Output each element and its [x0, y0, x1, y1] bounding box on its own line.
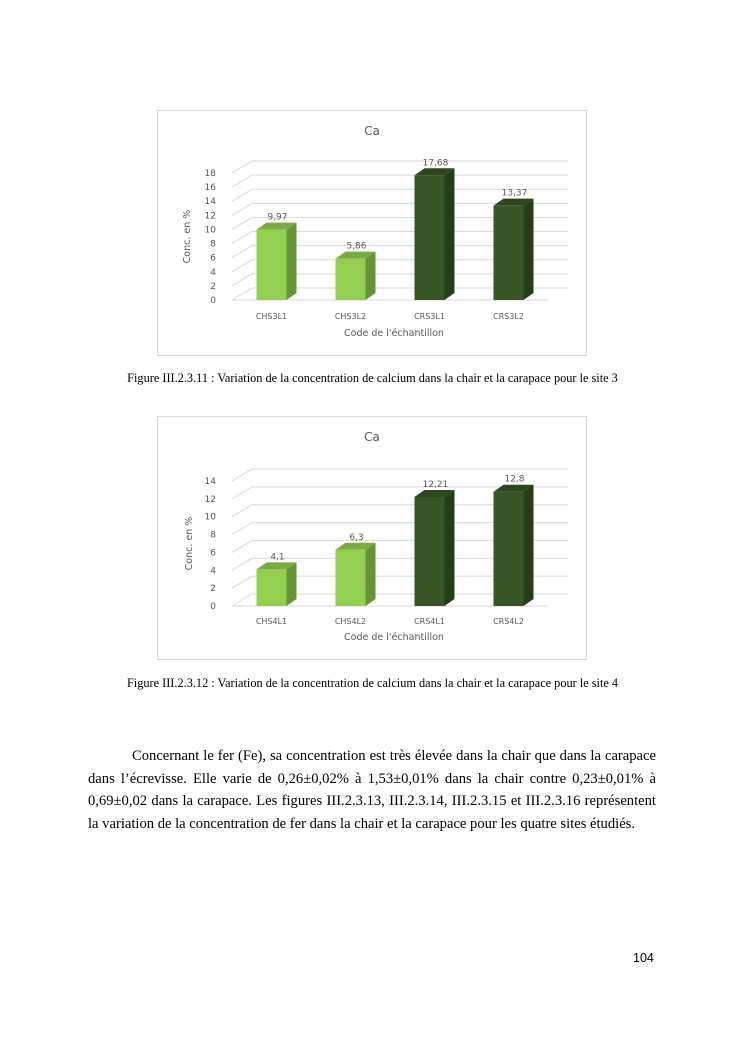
bar-side [287, 223, 297, 300]
data-label: 17,68 [422, 158, 449, 169]
bar [494, 492, 524, 606]
y-tick-label: 2 [210, 281, 216, 292]
bar [494, 206, 524, 300]
figure-caption-1: Figure III.2.3.11 : Variation de la concentration de calcium dans la chair et la carapace pour le site 3 [127, 371, 618, 385]
chart-figure-2 [157, 416, 587, 660]
y-tick-label: 16 [204, 183, 216, 194]
bar [336, 550, 366, 606]
bar-side [445, 168, 455, 300]
x-tick-label: CHS3L2 [334, 312, 367, 321]
x-tick-label: CRS3L2 [493, 312, 524, 321]
y-tick-label: 8 [210, 530, 216, 541]
data-label: 13,37 [501, 188, 528, 199]
data-label: 12,8 [504, 474, 525, 485]
bar [415, 175, 445, 300]
y-tick-label: 10 [204, 225, 216, 236]
gridline [232, 175, 568, 187]
y-tick-label: 18 [204, 169, 216, 179]
y-axis-label: Conc. en % [182, 209, 193, 264]
bar-side [287, 562, 297, 606]
x-tick-label: CHS4L2 [334, 617, 367, 626]
y-tick-label: 4 [210, 566, 216, 577]
y-tick-label: 0 [210, 296, 216, 306]
bar [336, 259, 366, 300]
y-tick-label: 14 [204, 197, 216, 208]
bar-side [445, 490, 455, 606]
y-tick-label: 8 [210, 239, 216, 250]
bar-side [524, 199, 534, 300]
y-tick-label: 0 [210, 602, 216, 612]
x-tick-label: CHS3L1 [255, 312, 288, 321]
x-axis-label: Code de l'échantillon [344, 328, 444, 339]
y-tick-label: 6 [210, 253, 216, 264]
bar [415, 497, 445, 606]
y-tick-label: 6 [210, 548, 216, 559]
data-label: 5,86 [346, 241, 367, 252]
x-tick-label: CRS4L2 [493, 617, 524, 626]
chart-figure-1 [157, 110, 587, 356]
bar [257, 569, 287, 606]
x-tick-label: CHS4L1 [255, 617, 288, 626]
body-paragraph: Concernant le fer (Fe), sa concentration est très élevée dans la chair que dans la carapace dans l’écrevisse. Elle varie de 0,26±0,02% à 1,53±0,01% dans la chair contre 0,23±0,01% à 0,69±0,02 dans la carapace. Les figures III.2.3.13, III.2.3.14, III.2.3.15 et III.2.3.16 représentent la variation de la concentration de fer dans la chair et la carapace pour les quatre sites étudiés. [88, 748, 656, 832]
data-label: 9,97 [267, 212, 288, 223]
y-tick-label: 14 [204, 477, 216, 487]
y-tick-label: 12 [204, 494, 216, 505]
y-tick-label: 4 [210, 267, 216, 278]
data-label: 4,1 [270, 552, 285, 563]
y-tick-label: 2 [210, 584, 216, 595]
bar-side [366, 543, 376, 606]
y-tick-label: 12 [204, 211, 216, 222]
chart-2-svg [158, 417, 586, 659]
chart-title: Ca [364, 430, 380, 444]
x-tick-label: CRS4L1 [414, 617, 445, 626]
chart-1-svg [158, 111, 586, 355]
data-label: 6,3 [349, 532, 364, 543]
y-tick-label: 10 [204, 512, 216, 523]
bar-side [366, 252, 376, 300]
bar-side [524, 485, 534, 606]
gridline [232, 161, 568, 173]
x-axis-label: Code de l'échantillon [344, 632, 444, 643]
y-axis-label: Conc. en % [184, 516, 195, 571]
chart-title: Ca [364, 124, 380, 138]
figure-caption-2: Figure III.2.3.12 : Variation de la concentration de calcium dans la chair et la carapace pour le site 4 [126, 676, 619, 690]
page-number: 104 [633, 951, 654, 965]
data-label: 12,21 [422, 479, 449, 490]
x-tick-label: CRS3L1 [414, 312, 445, 321]
bar [257, 230, 287, 300]
